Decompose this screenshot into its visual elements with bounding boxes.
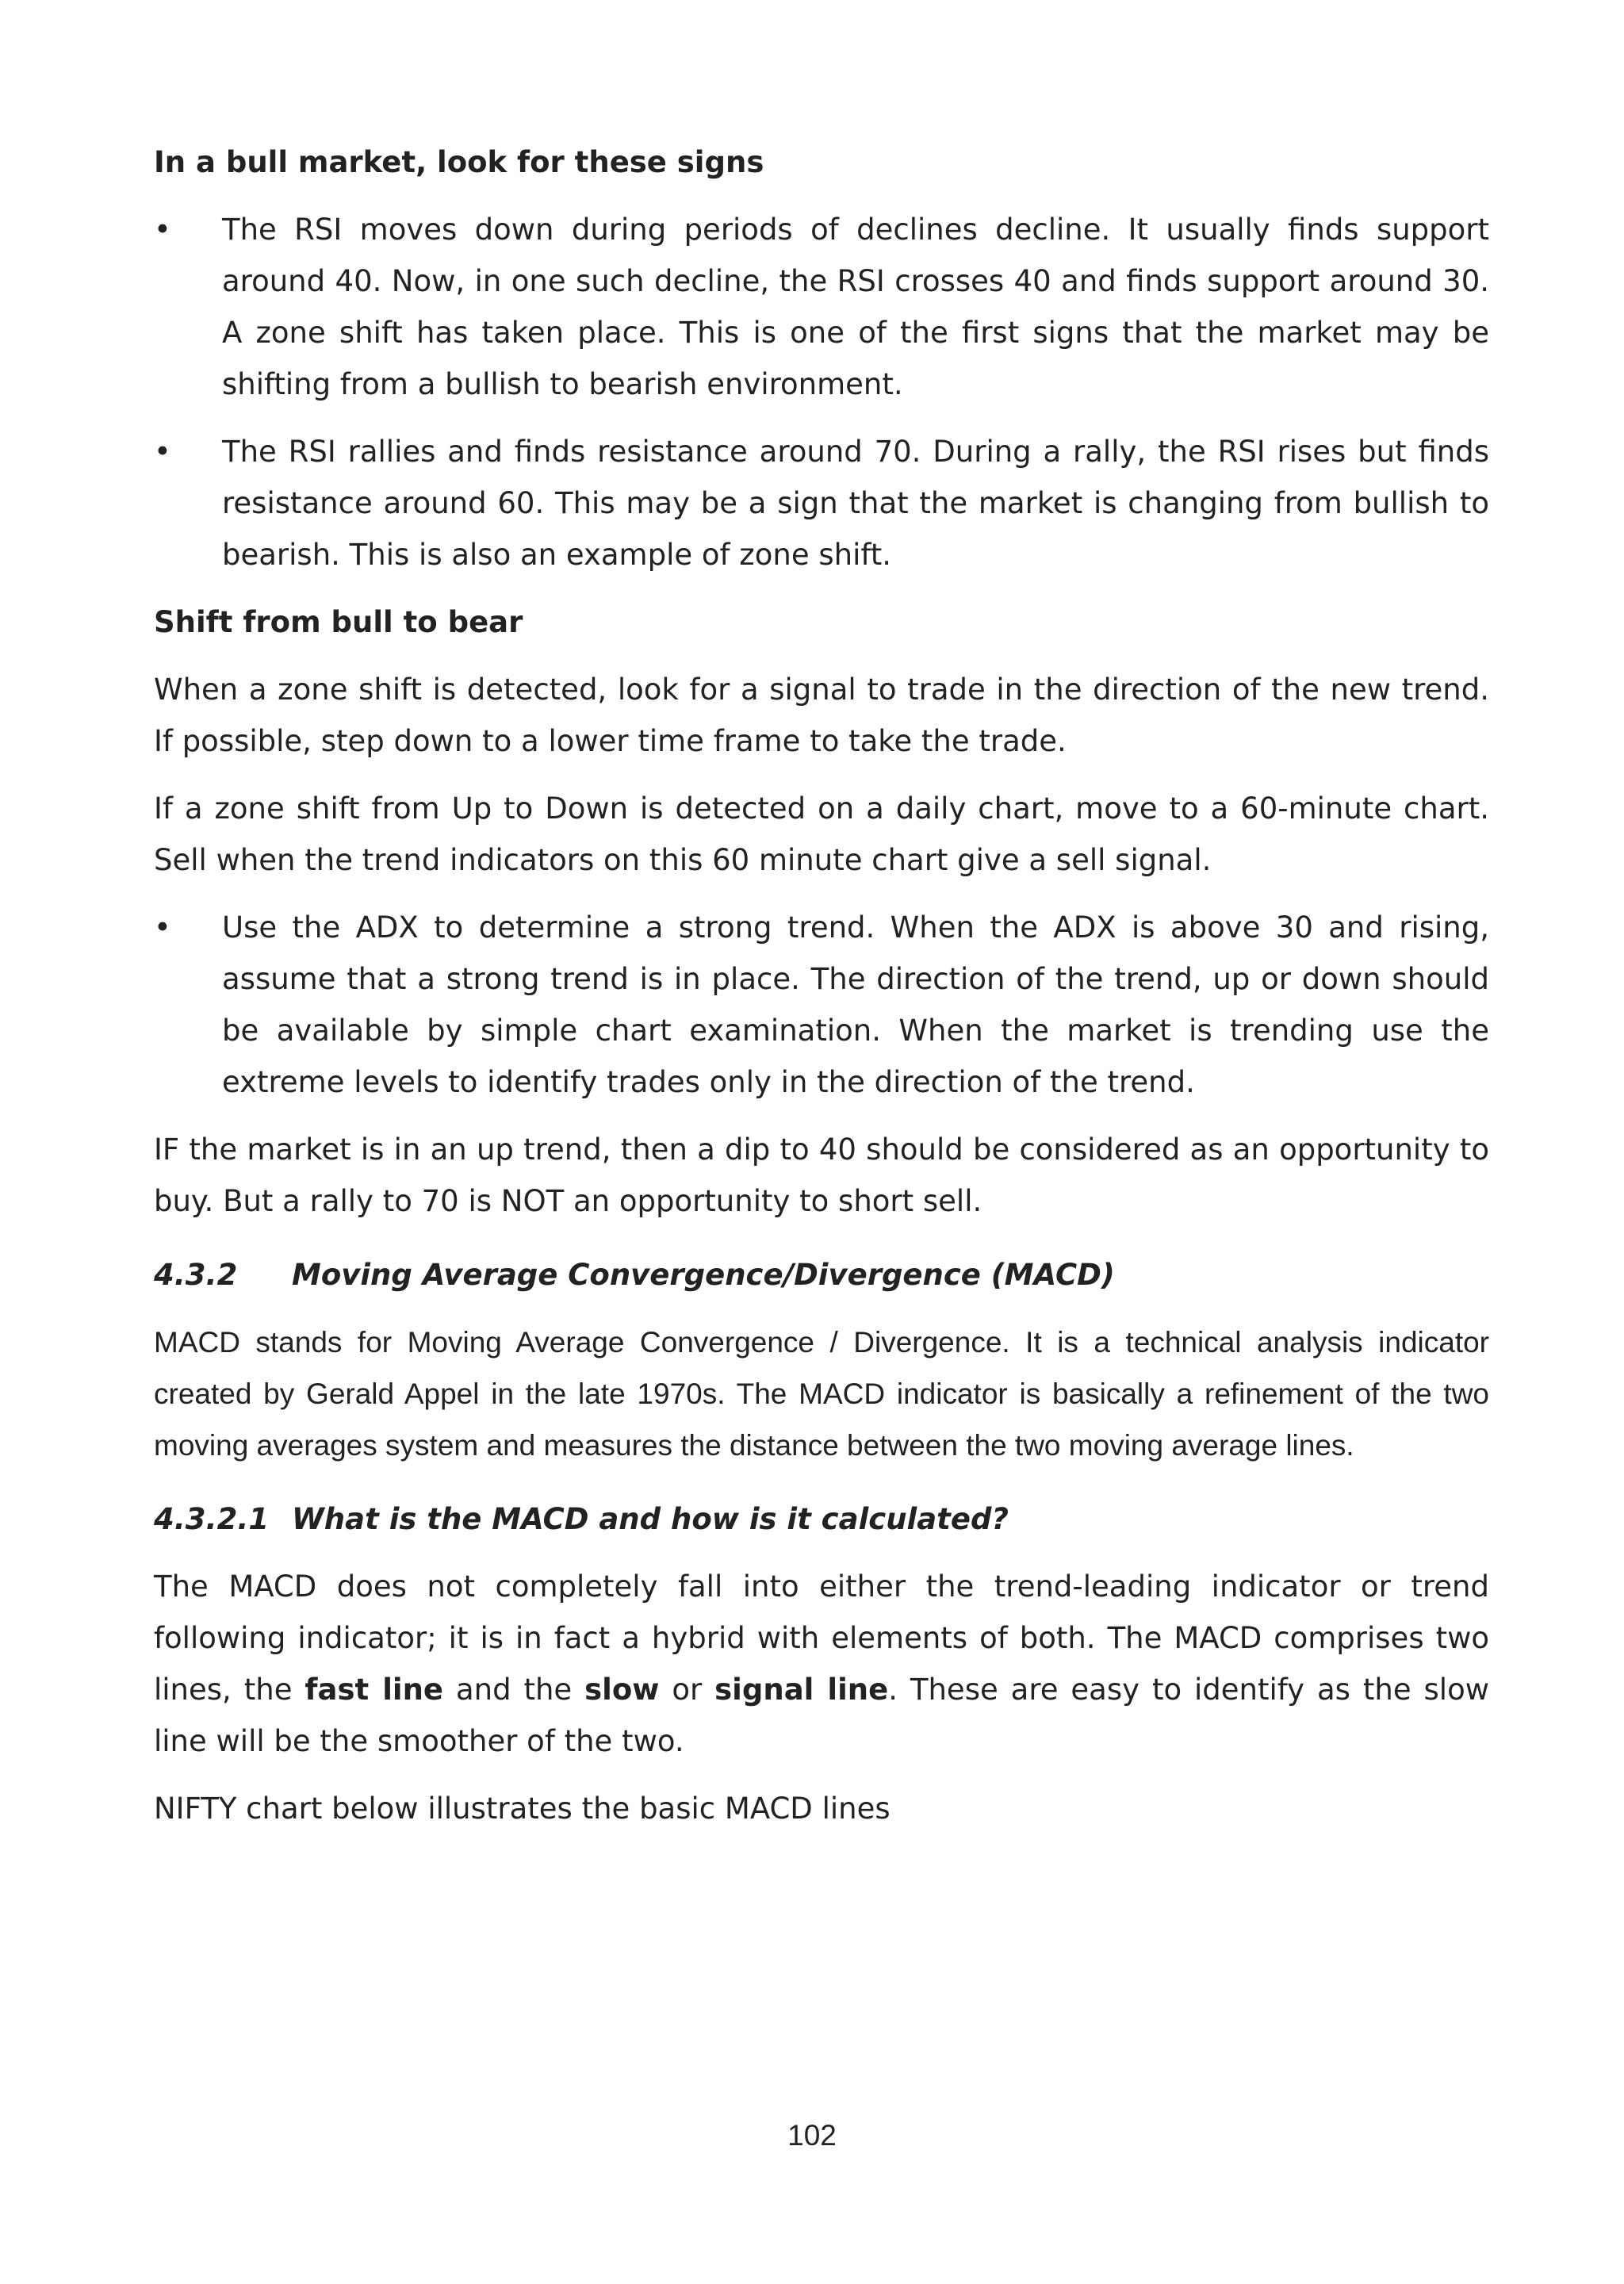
page-number: 102: [787, 2119, 837, 2152]
text-run: The MACD does not completely fall into either the trend-leading indicator or trend following indicator; it is in fact a hybrid with elements of both. The MACD comprises two lines, the: [154, 1569, 1489, 1707]
text-run: or: [659, 1673, 715, 1707]
section-number: 4.3.2: [154, 1258, 238, 1292]
paragraph: When a zone shift is detected, look for a signal to trade in the direction of the new trend. If possible, step down to a lower time frame to take the trade.: [154, 673, 1489, 758]
section-title: Moving Average Convergence/Divergence (MACD): [292, 1258, 1115, 1292]
shift-heading: Shift from bull to bear: [154, 605, 523, 639]
bold-term: slow: [584, 1673, 660, 1707]
section-heading-4-3-2: [154, 1249, 1489, 1301]
section-heading-4-3-2-1: [154, 1493, 1489, 1545]
bull-signs-list: [154, 204, 1489, 581]
bold-term: fast line: [304, 1673, 444, 1707]
paragraph: MACD stands for Moving Average Convergence / Divergence. It is a technical analysis indicator created by Gerald Appel in the late 1970s. The MACD indicator is basically a refinement of the two moving averages system and measures the distance between the two moving average lines.: [154, 1326, 1489, 1462]
paragraph: NIFTY chart below illustrates the basic MACD lines: [154, 1792, 891, 1826]
list-item: • Use the ADX to determine a strong trend. When the ADX is above 30 and rising, assume that a strong trend is in place. The direction of the trend, up or down should be available by simple chart examination. When the market is trending use the extreme levels to identify trades only in the direction of the trend.: [154, 902, 1489, 1108]
bull-market-heading: In a bull market, look for these signs: [154, 145, 764, 179]
page-content: [154, 136, 1489, 1850]
paragraph: If a zone shift from Up to Down is detected on a daily chart, move to a 60-minute chart. Sell when the trend indicators on this 60 minute chart give a sell signal.: [154, 791, 1489, 877]
paragraph: IF the market is in an up trend, then a dip to 40 should be considered as an opportunity to buy. But a rally to 70 is NOT an opportunity to short sell.: [154, 1132, 1489, 1218]
list-item: • The RSI rallies and finds resistance around 70. During a rally, the RSI rises but finds resistance around 60. This may be a sign that the market is changing from bullish to bearish. This is also an example of zone shift.: [154, 426, 1489, 581]
text-run: . These are easy to identify as the slow line will be the smoother of the two.: [154, 1673, 1489, 1758]
list-item: • The RSI moves down during periods of declines decline. It usually finds support around 40. Now, in one such decline, the RSI crosses 40 and finds support around 30. A zone shift has taken place. This is one of the first signs that the market may be shifting from a bullish to bearish environment.: [154, 204, 1489, 410]
text-run: and the: [443, 1673, 585, 1707]
paragraph: [154, 1561, 1489, 1767]
section-number: 4.3.2.1: [154, 1502, 270, 1536]
bold-term: signal line: [714, 1673, 889, 1707]
adx-list: [154, 902, 1489, 1108]
section-title: What is the MACD and how is it calculated?: [292, 1502, 1009, 1536]
